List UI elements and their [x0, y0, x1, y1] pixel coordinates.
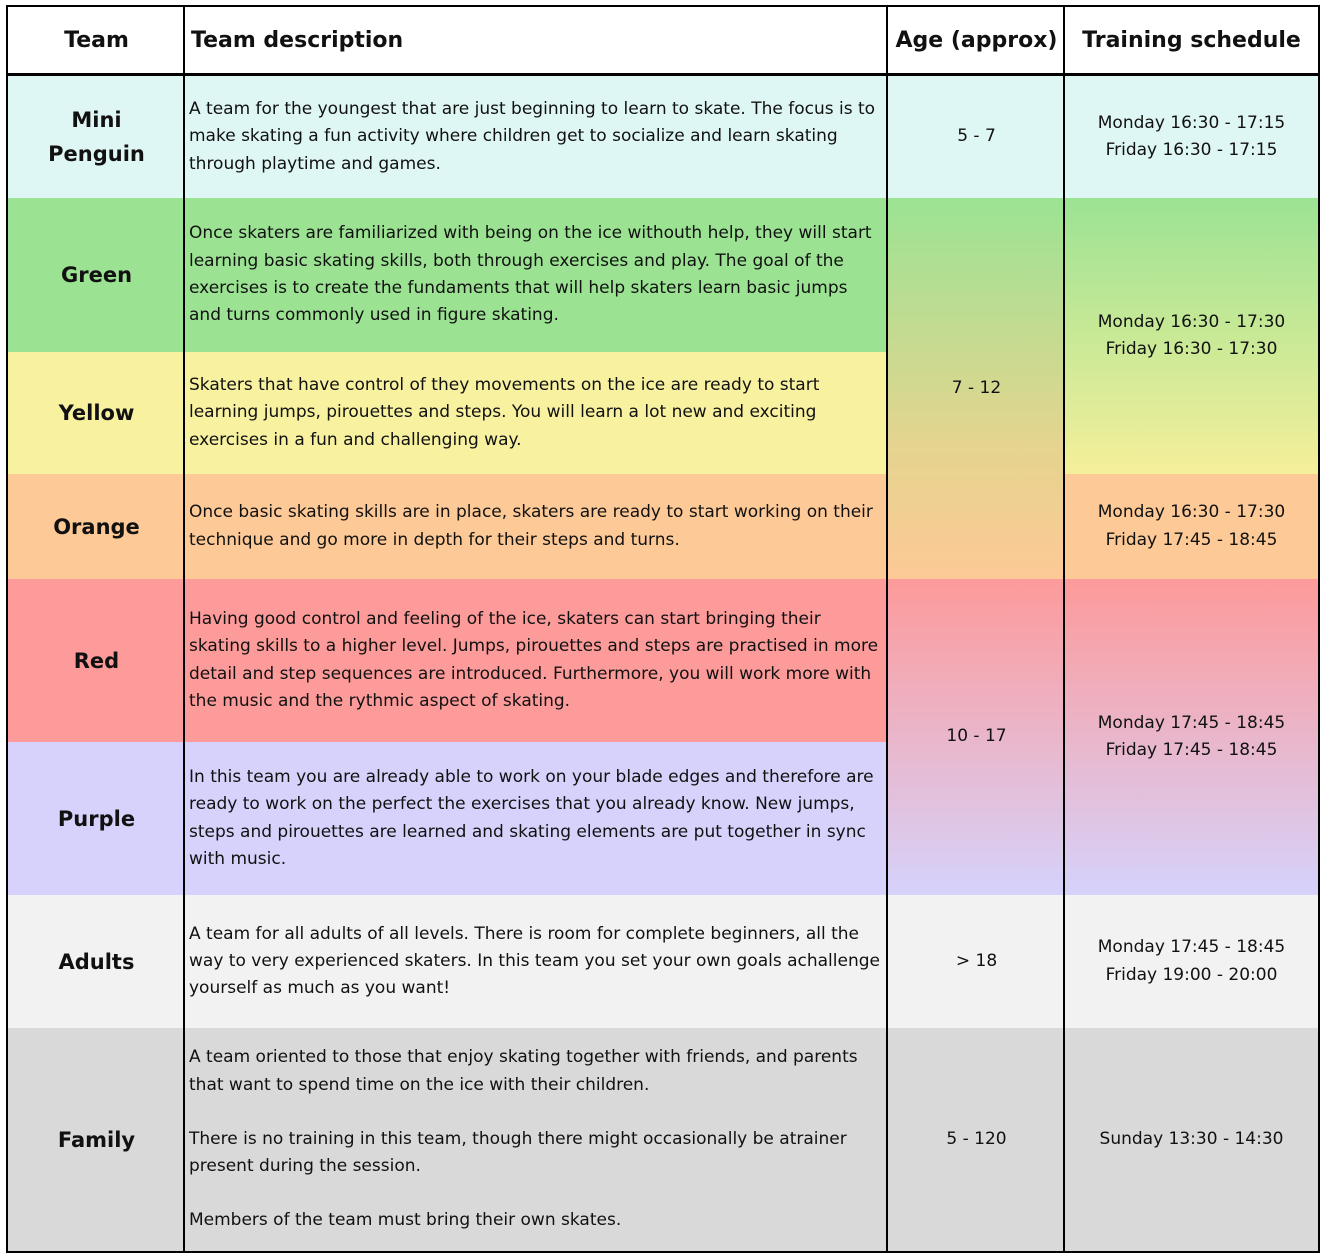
- header-description-label: Team description: [191, 27, 404, 53]
- schedule-orange: [1063, 474, 1320, 581]
- team-yellow: [6, 352, 185, 476]
- team-mini-penguin-label: Mini Penguin: [48, 108, 145, 166]
- desc-yellow-text: Skaters that have control of they movements on the ice are ready to start learning jumps, pirouettes and steps. You will learn a lot new and exciting exercises in a fun and challenging way.: [189, 375, 820, 450]
- team-red-label: Red: [73, 648, 120, 673]
- desc-red-text: Having good control and feeling of the ice, skaters can start bringing their skating skills to a higher level. Jumps, pirouettes and steps are practised in more detail and step sequences are introduced. Furthermore, you will work more with the music and the rythmic aspect of skating.: [189, 608, 879, 711]
- header-description: [183, 5, 888, 76]
- schedule-green-yellow-line-2: Friday 16:30 - 17:30: [1105, 339, 1278, 359]
- header-team-label: Team: [64, 27, 129, 53]
- header-schedule: [1063, 5, 1320, 76]
- schedule-adults: [1063, 895, 1320, 1030]
- desc-orange-text: Once basic skating skills are in place, skaters are ready to start working on their technique and go more in depth for their steps and turns.: [189, 502, 873, 550]
- schedule-orange-line-2: Friday 17:45 - 18:45: [1105, 529, 1278, 550]
- desc-mini-penguin: [183, 76, 888, 200]
- desc-family: [183, 1028, 888, 1253]
- team-purple-label: Purple: [57, 806, 136, 831]
- team-orange: [6, 474, 185, 581]
- age-adults: [886, 895, 1065, 1030]
- desc-adults-text: A team for all adults of all levels. There is room for complete beginners, all the way to very experienced skaters. In this team you set your own goals achallenge yourself as much as you want!: [189, 923, 880, 999]
- desc-green: [183, 198, 888, 354]
- team-mini-penguin: [6, 76, 185, 200]
- desc-yellow: [183, 352, 888, 476]
- desc-purple-text: In this team you are already able to work on your blade edges and therefore are ready to work on the perfect the exercises that you already know. New jumps, steps and pirouettes are learned and skating elements are put together in sync with music.: [189, 766, 874, 869]
- age-green-yellow-orange-text: 7 - 12: [951, 377, 1002, 398]
- age-family: [886, 1028, 1065, 1253]
- desc-family-paragraph-1: A team oriented to those that enjoy skating together with friends, and parents that want to spend time on the ice with their children.: [189, 1047, 858, 1095]
- schedule-mini-penguin-line-1: Monday 16:30 - 17:15: [1097, 112, 1286, 133]
- age-red-purple-text: 10 - 17: [946, 726, 1007, 747]
- schedule-green-yellow-line-1: Monday 16:30 - 17:30: [1097, 311, 1286, 332]
- team-adults-label: Adults: [58, 949, 135, 974]
- schedule-mini-penguin-line-2: Friday 16:30 - 17:15: [1105, 140, 1278, 160]
- header-team: [6, 5, 185, 76]
- desc-family-paragraph-2: There is no training in this team, though there might occasionally be atrainer present during the session.: [189, 1128, 847, 1177]
- desc-green-text: Once skaters are familiarized with being on the ice withouth help, they will start learning basic skating skills, both through exercises and play. The goal of the exercises is to create the fundaments that will help skaters learn basic jumps and turns commonly used in figure skating.: [189, 223, 872, 326]
- desc-purple: [183, 742, 888, 897]
- team-red: [6, 579, 185, 744]
- team-family-label: Family: [57, 1127, 136, 1152]
- team-adults: [6, 895, 185, 1030]
- schedule-red-purple-line-2: Friday 17:45 - 18:45: [1105, 740, 1278, 760]
- age-mini-penguin: [886, 76, 1065, 200]
- desc-orange: [183, 474, 888, 581]
- header-age: [886, 5, 1065, 76]
- schedule-adults-line-2: Friday 19:00 - 20:00: [1105, 964, 1278, 985]
- schedule-family-line-1: Sunday 13:30 - 14:30: [1099, 1128, 1284, 1149]
- age-red-purple: [886, 579, 1065, 897]
- team-green: [6, 198, 185, 354]
- schedule-red-purple-line-1: Monday 17:45 - 18:45: [1097, 712, 1286, 733]
- header-schedule-label: Training schedule: [1082, 27, 1301, 53]
- schedule-family: [1063, 1028, 1320, 1253]
- schedule-orange-line-1: Monday 16:30 - 17:30: [1097, 502, 1286, 523]
- team-purple: [6, 742, 185, 897]
- age-family-text: 5 - 120: [946, 1128, 1007, 1149]
- desc-adults: [183, 895, 888, 1030]
- schedule-green-yellow: [1063, 198, 1320, 476]
- schedule-adults-line-1: Monday 17:45 - 18:45: [1097, 937, 1286, 958]
- age-adults-text: > 18: [955, 950, 998, 971]
- desc-family-paragraph-3: Members of the team must bring their own skates.: [189, 1210, 622, 1231]
- age-mini-penguin-text: 5 - 7: [957, 126, 996, 147]
- desc-mini-penguin-text: A team for the youngest that are just beginning to learn to skate. The focus is to make skating a fun activity where children get to socialize and learn skating through playtime and games.: [189, 99, 876, 174]
- team-green-label: Green: [60, 263, 133, 287]
- schedule-red-purple: [1063, 579, 1320, 897]
- desc-red: [183, 579, 888, 744]
- team-orange-label: Orange: [53, 514, 140, 539]
- schedule-mini-penguin: [1063, 76, 1320, 200]
- age-green-yellow-orange: [886, 198, 1065, 581]
- team-yellow-label: Yellow: [58, 401, 135, 425]
- team-family: [6, 1028, 185, 1253]
- header-age-label: Age (approx): [895, 27, 1058, 53]
